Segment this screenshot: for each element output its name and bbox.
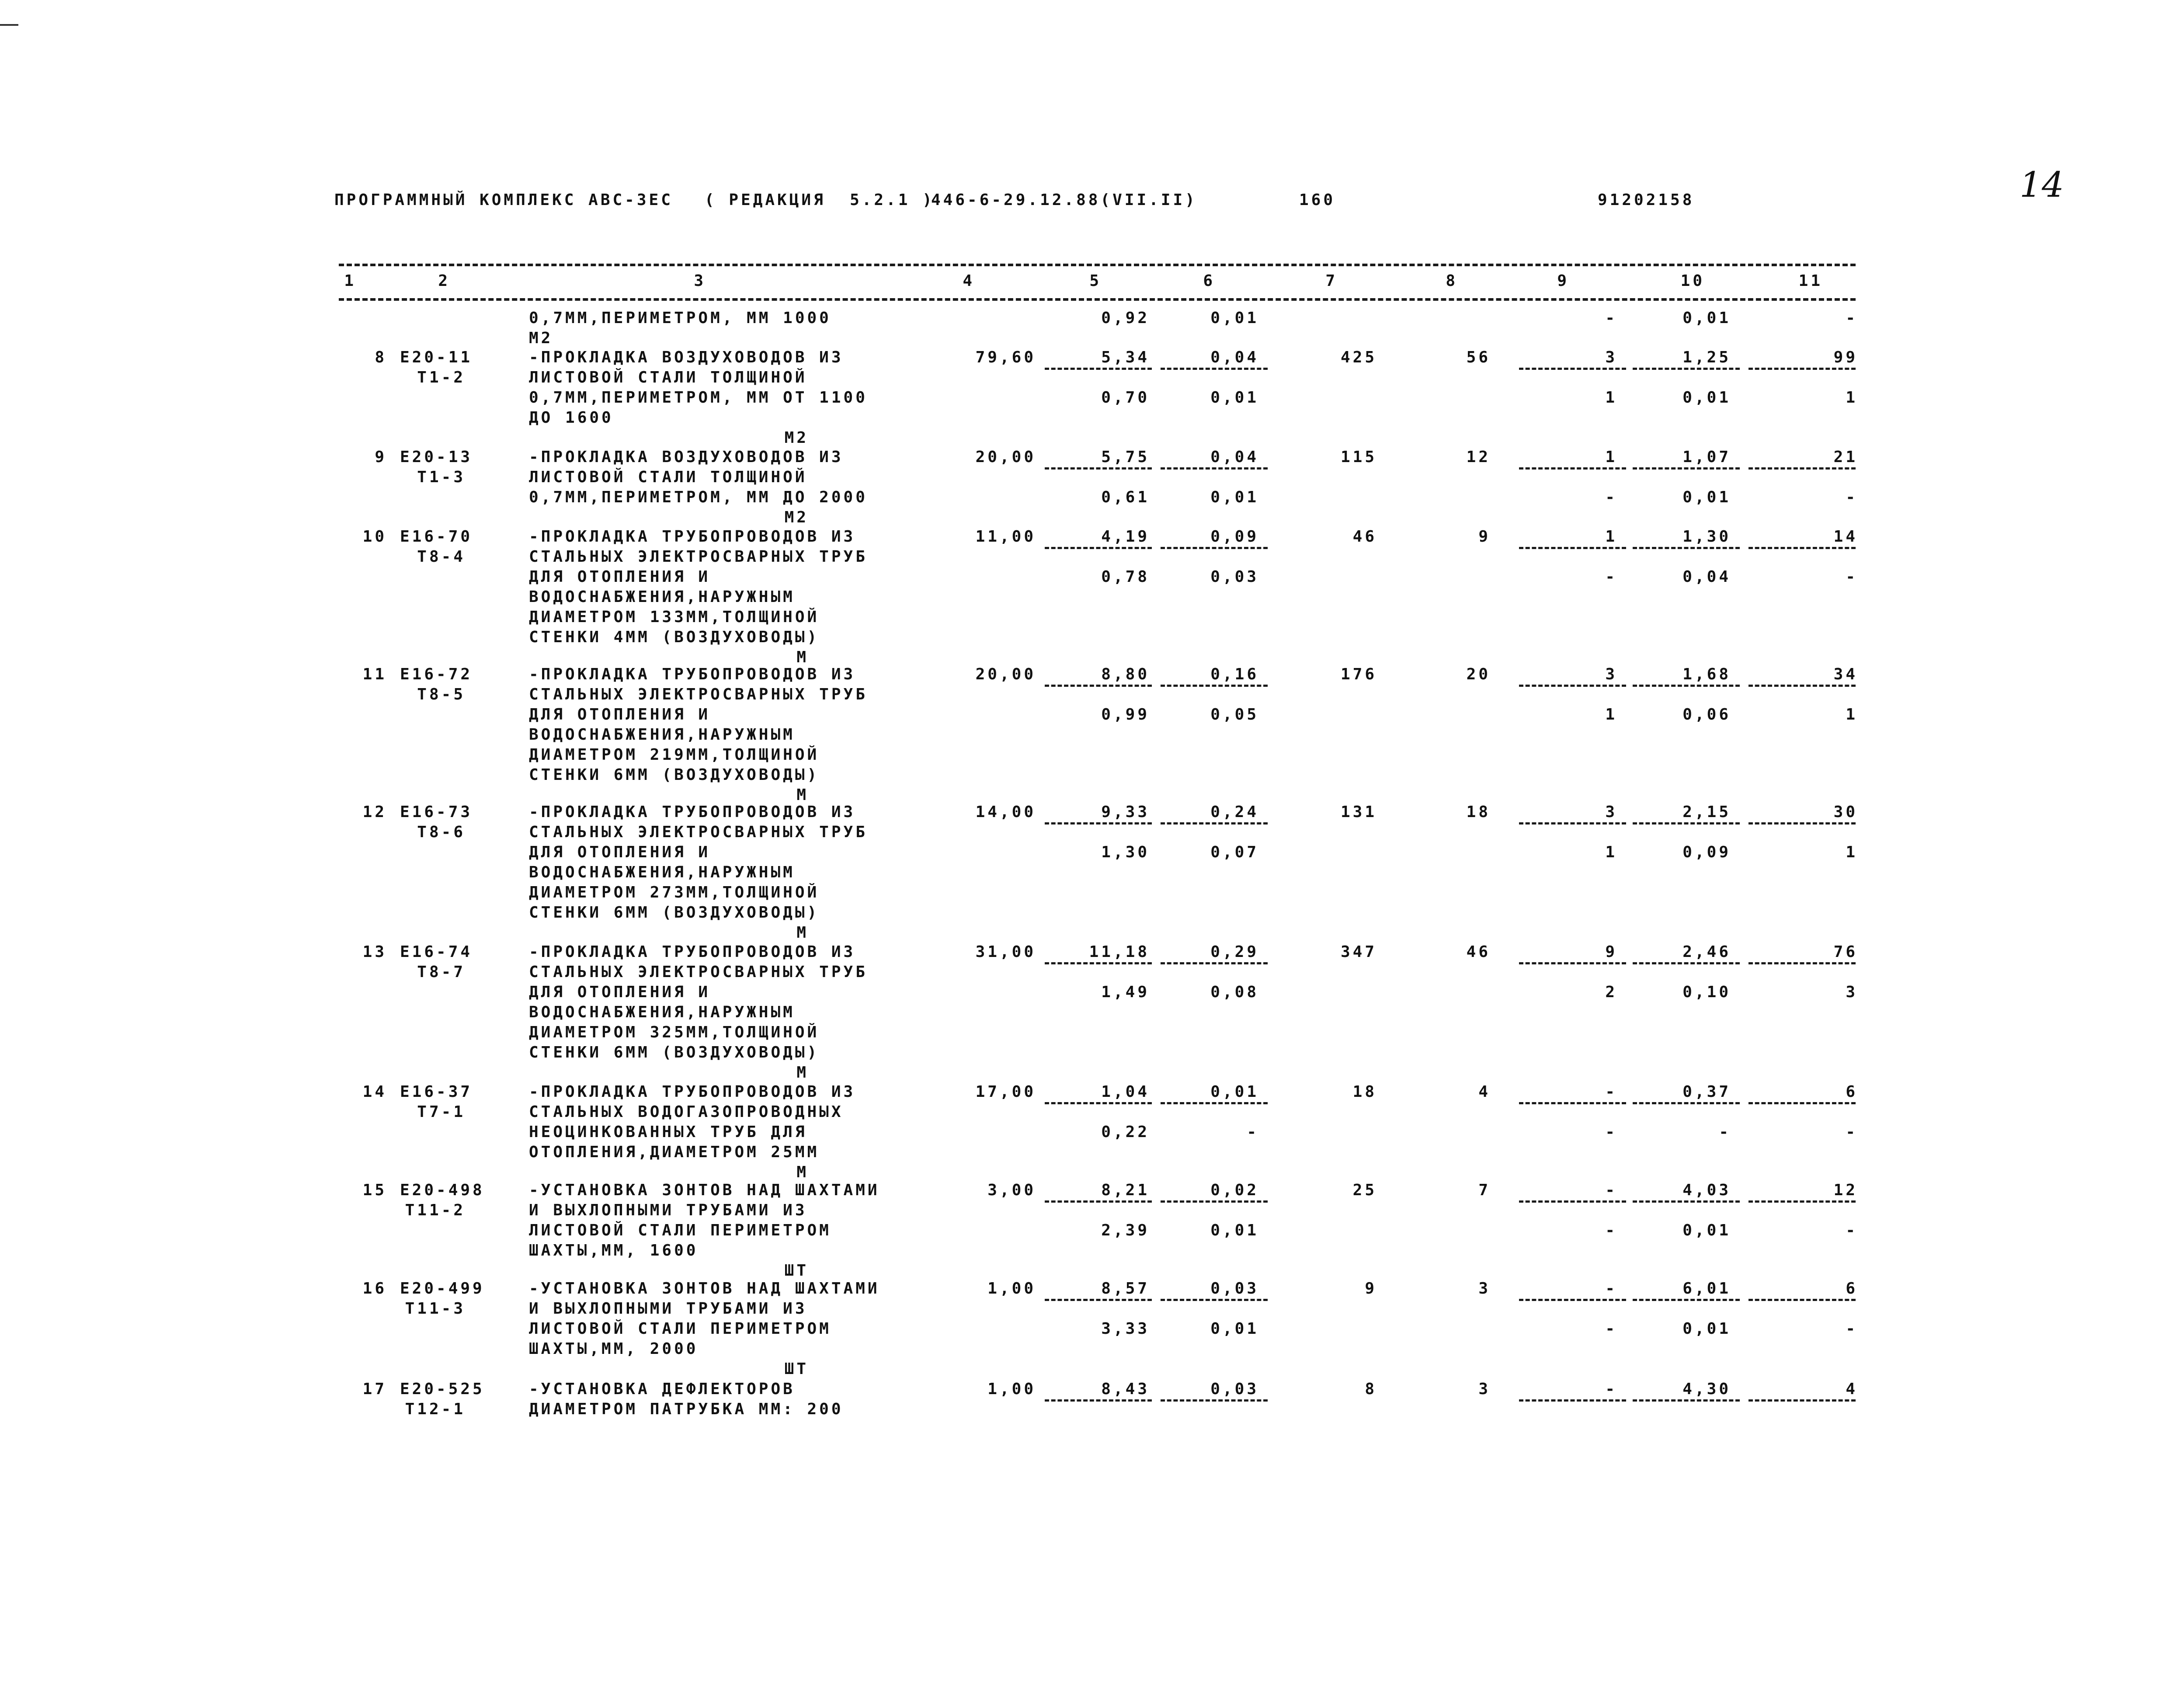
work-description-line: -ПРОКЛАДКА ТРУБОПРОВОДОВ ИЗ <box>529 665 856 683</box>
row-number: 16 <box>362 1280 387 1298</box>
value-column-9: 3 <box>1605 803 1617 821</box>
work-description-line: ШАХТЫ,ММ, 2000 <box>529 1340 699 1358</box>
rate-code: Е16-72 <box>400 665 473 683</box>
value-column-11-secondary: - <box>1846 1221 1858 1239</box>
value-column-8: 20 <box>1466 665 1491 683</box>
column-11-divider <box>1748 1399 1856 1402</box>
value-column-6-secondary: 0,01 <box>1210 488 1259 506</box>
column-9-divider <box>1519 962 1626 964</box>
value-column-7: 8 <box>1365 1380 1377 1398</box>
value-column-5: 11,18 <box>1089 943 1150 961</box>
column-11-divider <box>1748 547 1856 549</box>
column-5-divider <box>1045 1299 1152 1301</box>
column-number: 4 <box>963 272 975 290</box>
value-column-7: 176 <box>1340 665 1377 683</box>
rate-subcode: Т1-2 <box>417 369 466 386</box>
column-5-divider <box>1045 1200 1152 1203</box>
column-10-divider <box>1633 467 1740 470</box>
value-column-10: 1,07 <box>1682 448 1731 466</box>
value-column-11-secondary: 1 <box>1846 843 1858 861</box>
work-description-line: ДЛЯ ОТОПЛЕНИЯ И <box>529 843 711 861</box>
value-column-11: 99 <box>1833 348 1858 366</box>
value-column-10-secondary: 0,01 <box>1682 389 1731 407</box>
value-column-6: 0,24 <box>1210 803 1259 821</box>
table-header-rule <box>339 298 1856 301</box>
rate-code: Е16-73 <box>400 803 473 821</box>
value-column-5-secondary: 0,78 <box>1101 568 1150 586</box>
column-6-divider <box>1161 822 1268 824</box>
value-column-6: 0,09 <box>1210 528 1259 546</box>
value-column-11-secondary: 1 <box>1846 706 1858 724</box>
value-column-11-secondary: - <box>1846 1320 1858 1338</box>
work-description-line: -ПРОКЛАДКА ТРУБОПРОВОДОВ ИЗ <box>529 943 856 961</box>
value-column-8: 7 <box>1478 1181 1491 1199</box>
work-description-line: ДИАМЕТРОМ 325ММ,ТОЛЩИНОЙ <box>529 1023 820 1041</box>
rate-subcode: Т11-3 <box>405 1300 466 1318</box>
value-column-10: 2,15 <box>1682 803 1731 821</box>
value-column-8: 3 <box>1478 1380 1491 1398</box>
document-number: 91202158 <box>1598 191 1695 209</box>
column-6-divider <box>1161 1102 1268 1104</box>
column-10-divider <box>1633 822 1740 824</box>
value-column-6: 0,16 <box>1210 665 1259 683</box>
column-11-divider <box>1748 685 1856 687</box>
value-column-5-secondary: 3,33 <box>1101 1320 1150 1338</box>
work-description-line: ДИАМЕТРОМ ПАТРУБКА ММ: 200 <box>529 1400 844 1418</box>
value-column-11: 30 <box>1833 803 1858 821</box>
value-column-7: 115 <box>1340 448 1377 466</box>
column-10-divider <box>1633 1399 1740 1402</box>
value-column-10-secondary: 0,09 <box>1682 843 1731 861</box>
value-column-11-secondary: - <box>1846 1123 1858 1141</box>
rate-subcode: Т1-3 <box>417 468 466 486</box>
work-description-line: И ВЫХЛОПНЫМИ ТРУБАМИ ИЗ <box>529 1201 807 1219</box>
column-10-divider <box>1633 962 1740 964</box>
column-11-divider <box>1748 1102 1856 1104</box>
unit-of-measure: М2 <box>784 508 809 526</box>
value-column-6: 0,03 <box>1210 1380 1259 1398</box>
column-5-divider <box>1045 1102 1152 1104</box>
value-column-9: 3 <box>1605 665 1617 683</box>
value-column-9: - <box>1605 1280 1617 1298</box>
column-6-divider <box>1161 467 1268 470</box>
work-description-line: ОТОПЛЕНИЯ,ДИАМЕТРОМ 25ММ <box>529 1143 820 1161</box>
value-column-10: 0,37 <box>1682 1083 1731 1101</box>
value-column-10: 1,30 <box>1682 528 1731 546</box>
rate-code: Е16-37 <box>400 1083 473 1101</box>
value-column-11: 12 <box>1833 1181 1858 1199</box>
value-column-6-secondary: - <box>1247 1123 1259 1141</box>
value-column-4: 1,00 <box>987 1280 1036 1298</box>
column-number: 7 <box>1325 272 1338 290</box>
value-column-9-secondary: - <box>1605 488 1617 506</box>
column-6-divider <box>1161 962 1268 964</box>
work-description-line: ВОДОСНАБЖЕНИЯ,НАРУЖНЫМ <box>529 588 795 606</box>
work-description-line: СТАЛЬНЫХ ЭЛЕКТРОСВАРНЫХ ТРУБ <box>529 548 868 566</box>
value-column-7: 18 <box>1352 1083 1377 1101</box>
column-11-divider <box>1748 962 1856 964</box>
column-5-divider <box>1045 368 1152 370</box>
column-number: 5 <box>1089 272 1102 290</box>
rate-code: Е16-70 <box>400 528 473 546</box>
column-number: 2 <box>438 272 450 290</box>
unit-of-measure: М <box>796 924 809 942</box>
value-column-9-secondary: 1 <box>1605 389 1617 407</box>
work-description-line: СТЕНКИ 6ММ (ВОЗДУХОВОДЫ) <box>529 1044 820 1061</box>
value-column-9: - <box>1605 1181 1617 1199</box>
value-column-10-secondary: 0,06 <box>1682 706 1731 724</box>
value-column-5: 5,75 <box>1101 448 1150 466</box>
column-9-divider <box>1519 1102 1626 1104</box>
value-column-5: 9,33 <box>1101 803 1150 821</box>
value-column-5: 8,21 <box>1101 1181 1150 1199</box>
value-column-11-secondary: 1 <box>1846 389 1858 407</box>
column-6-divider <box>1161 1399 1268 1402</box>
value-column-9: - <box>1605 1083 1617 1101</box>
program-title: ПРОГРАММНЫЙ КОМПЛЕКС АВС-3ЕС <box>334 191 673 209</box>
value-column-9: 3 <box>1605 348 1617 366</box>
value-column-5-secondary: 0,70 <box>1101 389 1150 407</box>
column-number: 1 <box>344 272 356 290</box>
edition-label: ( РЕДАКЦИЯ 5.2.1 ) <box>705 191 935 209</box>
work-description-line: -УСТАНОВКА ДЕФЛЕКТОРОВ <box>529 1380 795 1398</box>
value-column-6-secondary: 0,03 <box>1210 568 1259 586</box>
value-column-6: 0,01 <box>1210 1083 1259 1101</box>
column-number: 6 <box>1203 272 1215 290</box>
value-column-4: 11,00 <box>975 528 1036 546</box>
work-description-line: ВОДОСНАБЖЕНИЯ,НАРУЖНЫМ <box>529 1003 795 1021</box>
rate-code: Е20-525 <box>400 1380 485 1398</box>
column-10-divider <box>1633 1299 1740 1301</box>
value-column-7: 25 <box>1352 1181 1377 1199</box>
value-column-5-secondary: 0,99 <box>1101 706 1150 724</box>
value-column-9-secondary: 2 <box>1605 983 1617 1001</box>
value-column-10: 0,01 <box>1682 309 1731 327</box>
work-description-line: СТАЛЬНЫХ ЭЛЕКТРОСВАРНЫХ ТРУБ <box>529 963 868 981</box>
work-description-line: ВОДОСНАБЖЕНИЯ,НАРУЖНЫМ <box>529 863 795 881</box>
work-description-line: -УСТАНОВКА ЗОНТОВ НАД ШАХТАМИ <box>529 1280 880 1298</box>
value-column-6-secondary: 0,05 <box>1210 706 1259 724</box>
document-code: 446-6-29.12.88(VII.II) <box>931 191 1197 209</box>
column-number: 11 <box>1798 272 1823 290</box>
value-column-4: 20,00 <box>975 448 1036 466</box>
value-column-11: - <box>1846 309 1858 327</box>
work-description-line: ДЛЯ ОТОПЛЕНИЯ И <box>529 983 711 1001</box>
value-column-7: 9 <box>1365 1280 1377 1298</box>
column-6-divider <box>1161 685 1268 687</box>
unit-of-measure: М2 <box>784 429 809 447</box>
value-column-5: 4,19 <box>1101 528 1150 546</box>
work-description-line: -ПРОКЛАДКА ВОЗДУХОВОДОВ ИЗ <box>529 448 844 466</box>
value-column-9-secondary: 1 <box>1605 843 1617 861</box>
column-9-divider <box>1519 822 1626 824</box>
value-column-6: 0,04 <box>1210 348 1259 366</box>
column-10-divider <box>1633 1200 1740 1203</box>
value-column-11: 21 <box>1833 448 1858 466</box>
rate-code: Е16-74 <box>400 943 473 961</box>
value-column-10: 6,01 <box>1682 1280 1731 1298</box>
column-9-divider <box>1519 467 1626 470</box>
value-column-6-secondary: 0,01 <box>1210 389 1259 407</box>
value-column-8: 12 <box>1466 448 1491 466</box>
column-11-divider <box>1748 368 1856 370</box>
value-column-6-secondary: 0,07 <box>1210 843 1259 861</box>
column-9-divider <box>1519 1200 1626 1203</box>
value-column-11: 6 <box>1846 1280 1858 1298</box>
row-number: 14 <box>362 1083 387 1101</box>
value-column-5: 0,92 <box>1101 309 1150 327</box>
column-6-divider <box>1161 1299 1268 1301</box>
value-column-10-secondary: - <box>1719 1123 1731 1141</box>
value-column-9-secondary: - <box>1605 1221 1617 1239</box>
column-11-divider <box>1748 822 1856 824</box>
work-description-line: ЛИСТОВОЙ СТАЛИ ПЕРИМЕТРОМ <box>529 1221 831 1239</box>
work-description-line: СТЕНКИ 6ММ (ВОЗДУХОВОДЫ) <box>529 904 820 922</box>
work-description-line: ДЛЯ ОТОПЛЕНИЯ И <box>529 706 711 724</box>
value-column-5-secondary: 1,30 <box>1101 843 1150 861</box>
value-column-10: 4,30 <box>1682 1380 1731 1398</box>
rate-subcode: Т11-2 <box>405 1201 466 1219</box>
work-description-line: -ПРОКЛАДКА ТРУБОПРОВОДОВ ИЗ <box>529 803 856 821</box>
work-description-line: ДИАМЕТРОМ 273ММ,ТОЛЩИНОЙ <box>529 884 820 901</box>
work-description-line: -УСТАНОВКА ЗОНТОВ НАД ШАХТАМИ <box>529 1181 880 1199</box>
column-9-divider <box>1519 1399 1626 1402</box>
column-5-divider <box>1045 1399 1152 1402</box>
work-description-line: -ПРОКЛАДКА ВОЗДУХОВОДОВ ИЗ <box>529 348 844 366</box>
value-column-4: 1,00 <box>987 1380 1036 1398</box>
rate-subcode: Т8-5 <box>417 685 466 703</box>
value-column-6: 0,04 <box>1210 448 1259 466</box>
value-column-5-secondary: 0,61 <box>1101 488 1150 506</box>
edge-mark <box>0 24 18 26</box>
rate-code: Е20-499 <box>400 1280 485 1298</box>
unit-of-measure: М <box>796 1163 809 1181</box>
value-column-4: 3,00 <box>987 1181 1036 1199</box>
page-number: 160 <box>1299 191 1336 209</box>
value-column-9: 9 <box>1605 943 1617 961</box>
value-column-5: 8,57 <box>1101 1280 1150 1298</box>
work-description-line: ЛИСТОВОЙ СТАЛИ ТОЛЩИНОЙ <box>529 468 807 486</box>
value-column-5-secondary: 2,39 <box>1101 1221 1150 1239</box>
work-description-line: ВОДОСНАБЖЕНИЯ,НАРУЖНЫМ <box>529 726 795 744</box>
value-column-11: 34 <box>1833 665 1858 683</box>
row-number: 9 <box>375 448 387 466</box>
work-description-line: ДИАМЕТРОМ 133ММ,ТОЛЩИНОЙ <box>529 608 820 626</box>
work-description-line: 0,7ММ,ПЕРИМЕТРОМ, ММ 1000 <box>529 309 831 327</box>
rate-subcode: Т12-1 <box>405 1400 466 1418</box>
column-9-divider <box>1519 1299 1626 1301</box>
work-description-line: -ПРОКЛАДКА ТРУБОПРОВОДОВ ИЗ <box>529 528 856 546</box>
value-column-7: 131 <box>1340 803 1377 821</box>
value-column-4: 79,60 <box>975 348 1036 366</box>
value-column-11-secondary: - <box>1846 488 1858 506</box>
row-number: 12 <box>362 803 387 821</box>
value-column-9-secondary: 1 <box>1605 706 1617 724</box>
unit-of-measure: М <box>796 786 809 804</box>
work-description-line: 0,7ММ,ПЕРИМЕТРОМ, ММ ДО 2000 <box>529 488 868 506</box>
value-column-5: 1,04 <box>1101 1083 1150 1101</box>
value-column-6: 0,01 <box>1210 309 1259 327</box>
column-9-divider <box>1519 685 1626 687</box>
row-number: 17 <box>362 1380 387 1398</box>
value-column-4: 17,00 <box>975 1083 1036 1101</box>
value-column-10-secondary: 0,01 <box>1682 1221 1731 1239</box>
sheet-number: 14 <box>2020 164 2064 205</box>
value-column-10: 2,46 <box>1682 943 1731 961</box>
value-column-4: 20,00 <box>975 665 1036 683</box>
row-number: 13 <box>362 943 387 961</box>
value-column-7: 347 <box>1340 943 1377 961</box>
value-column-8: 3 <box>1478 1280 1491 1298</box>
value-column-11: 6 <box>1846 1083 1858 1101</box>
value-column-10-secondary: 0,10 <box>1682 983 1731 1001</box>
rate-subcode: Т8-4 <box>417 548 466 566</box>
work-description-line: ДЛЯ ОТОПЛЕНИЯ И <box>529 568 711 586</box>
value-column-10-secondary: 0,04 <box>1682 568 1731 586</box>
row-number: 15 <box>362 1181 387 1199</box>
column-10-divider <box>1633 1102 1740 1104</box>
column-10-divider <box>1633 685 1740 687</box>
value-column-4: 14,00 <box>975 803 1036 821</box>
value-column-8: 56 <box>1466 348 1491 366</box>
column-number: 10 <box>1680 272 1705 290</box>
work-description-line: ДО 1600 <box>529 409 614 427</box>
row-number: 10 <box>362 528 387 546</box>
column-5-divider <box>1045 962 1152 964</box>
value-column-5: 5,34 <box>1101 348 1150 366</box>
value-column-6-secondary: 0,01 <box>1210 1320 1259 1338</box>
unit-of-measure: М <box>796 1064 809 1082</box>
value-column-8: 4 <box>1478 1083 1491 1101</box>
value-column-7: 46 <box>1352 528 1377 546</box>
unit-of-measure: М <box>796 648 809 666</box>
value-column-11-secondary: 3 <box>1846 983 1858 1001</box>
value-column-6-secondary: 0,01 <box>1210 1221 1259 1239</box>
column-6-divider <box>1161 1200 1268 1203</box>
column-6-divider <box>1161 547 1268 549</box>
value-column-7: 425 <box>1340 348 1377 366</box>
rate-code: Е20-498 <box>400 1181 485 1199</box>
value-column-5: 8,80 <box>1101 665 1150 683</box>
value-column-10: 4,03 <box>1682 1181 1731 1199</box>
column-5-divider <box>1045 685 1152 687</box>
column-9-divider <box>1519 368 1626 370</box>
value-column-11-secondary: - <box>1846 568 1858 586</box>
column-11-divider <box>1748 467 1856 470</box>
work-description-line: СТАЛЬНЫХ ЭЛЕКТРОСВАРНЫХ ТРУБ <box>529 823 868 841</box>
value-column-9: - <box>1605 1380 1617 1398</box>
work-description-line: СТЕНКИ 6ММ (ВОЗДУХОВОДЫ) <box>529 766 820 784</box>
rate-code: Е20-11 <box>400 348 473 366</box>
value-column-8: 9 <box>1478 528 1491 546</box>
value-column-5-secondary: 1,49 <box>1101 983 1150 1001</box>
work-description-line: -ПРОКЛАДКА ТРУБОПРОВОДОВ ИЗ <box>529 1083 856 1101</box>
column-5-divider <box>1045 822 1152 824</box>
value-column-11: 76 <box>1833 943 1858 961</box>
value-column-10: 1,68 <box>1682 665 1731 683</box>
column-5-divider <box>1045 467 1152 470</box>
column-9-divider <box>1519 547 1626 549</box>
value-column-6: 0,02 <box>1210 1181 1259 1199</box>
work-description-line: И ВЫХЛОПНЫМИ ТРУБАМИ ИЗ <box>529 1300 807 1318</box>
rate-subcode: Т7-1 <box>417 1103 466 1121</box>
value-column-9: 1 <box>1605 528 1617 546</box>
work-description-line: ДИАМЕТРОМ 219ММ,ТОЛЩИНОЙ <box>529 746 820 764</box>
table-top-rule <box>339 264 1856 266</box>
column-11-divider <box>1748 1200 1856 1203</box>
rate-subcode: Т8-7 <box>417 963 466 981</box>
value-column-5: 8,43 <box>1101 1380 1150 1398</box>
rate-subcode: Т8-6 <box>417 823 466 841</box>
column-6-divider <box>1161 368 1268 370</box>
work-description-line: ШАХТЫ,ММ, 1600 <box>529 1242 699 1259</box>
value-column-6: 0,03 <box>1210 1280 1259 1298</box>
column-number: 9 <box>1557 272 1569 290</box>
work-description-line: ЛИСТОВОЙ СТАЛИ ТОЛЩИНОЙ <box>529 369 807 386</box>
value-column-11: 14 <box>1833 528 1858 546</box>
column-number: 3 <box>694 272 706 290</box>
work-description-line: М2 <box>529 329 553 347</box>
value-column-9: 1 <box>1605 448 1617 466</box>
column-10-divider <box>1633 368 1740 370</box>
value-column-6: 0,29 <box>1210 943 1259 961</box>
work-description-line: НЕОЦИНКОВАННЫХ ТРУБ ДЛЯ <box>529 1123 807 1141</box>
column-10-divider <box>1633 547 1740 549</box>
work-description-line: СТАЛЬНЫХ ЭЛЕКТРОСВАРНЫХ ТРУБ <box>529 685 868 703</box>
value-column-11: 4 <box>1846 1380 1858 1398</box>
unit-of-measure: ШТ <box>784 1262 809 1280</box>
work-description-line: 0,7ММ,ПЕРИМЕТРОМ, ММ ОТ 1100 <box>529 389 868 407</box>
column-number: 8 <box>1446 272 1458 290</box>
value-column-4: 31,00 <box>975 943 1036 961</box>
work-description-line: СТЕНКИ 4ММ (ВОЗДУХОВОДЫ) <box>529 628 820 646</box>
value-column-10-secondary: 0,01 <box>1682 488 1731 506</box>
value-column-10-secondary: 0,01 <box>1682 1320 1731 1338</box>
row-number: 11 <box>362 665 387 683</box>
value-column-10: 1,25 <box>1682 348 1731 366</box>
row-number: 8 <box>375 348 387 366</box>
value-column-6-secondary: 0,08 <box>1210 983 1259 1001</box>
value-column-9: - <box>1605 309 1617 327</box>
value-column-8: 46 <box>1466 943 1491 961</box>
value-column-9-secondary: - <box>1605 568 1617 586</box>
value-column-9-secondary: - <box>1605 1123 1617 1141</box>
column-5-divider <box>1045 547 1152 549</box>
unit-of-measure: ШТ <box>784 1360 809 1378</box>
column-11-divider <box>1748 1299 1856 1301</box>
work-description-line: СТАЛЬНЫХ ВОДОГАЗОПРОВОДНЫХ <box>529 1103 844 1121</box>
value-column-9-secondary: - <box>1605 1320 1617 1338</box>
rate-code: Е20-13 <box>400 448 473 466</box>
value-column-5-secondary: 0,22 <box>1101 1123 1150 1141</box>
work-description-line: ЛИСТОВОЙ СТАЛИ ПЕРИМЕТРОМ <box>529 1320 831 1338</box>
value-column-8: 18 <box>1466 803 1491 821</box>
